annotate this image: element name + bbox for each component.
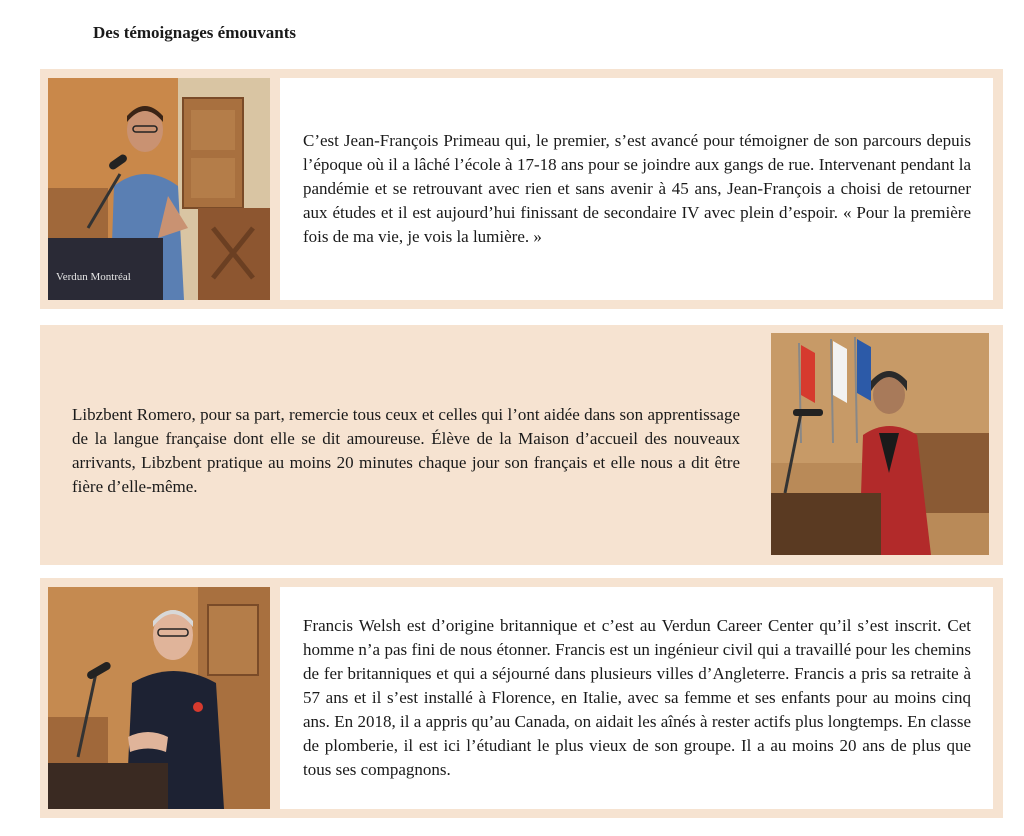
testimonial-card-1	[40, 69, 1003, 309]
testimonial-text-1: C’est Jean-François Primeau qui, le premier, s’est avancé pour témoigner de son parcours depuis l’époque où il a lâché l’école à 17-18 ans pour se joindre aux gangs de rue. Intervenant pendant la pandémie et se retrouvant avec rien et sans avenir à 45 ans, Jean-François a choisi de retourner aux études et il est aujourd’hui finissant de secondaire IV avec plein d’espoir. « Pour la première fois de ma vie, je vois la lumière. »	[303, 131, 971, 246]
testimonial-text-box-1	[280, 78, 993, 300]
testimonial-text-2: Libzbent Romero, pour sa part, remercie tous ceux et celles qui l’ont aidée dans son apprentissage de la langue française dont elle se dit amoureuse. Élève de la Maison d’accueil des nouveaux arrivants, Libzbent pratique au moins 20 minutes chaque jour son français et elle nous a dit être fière d’elle-même.	[72, 405, 740, 496]
photo-jean-francois-primeau	[48, 78, 270, 300]
testimonial-card-3	[40, 578, 1003, 818]
photo-libzbent-romero	[771, 333, 989, 555]
section-title: Des témoignages émouvants	[93, 23, 297, 42]
testimonial-card-2	[40, 325, 1003, 565]
testimonial-text-box-3	[280, 587, 993, 809]
podium-sign-text: Verdun Montréal	[56, 271, 131, 283]
testimonial-text-3: Francis Welsh est d’origine britannique et c’est au Verdun Career Center qu’il s’est inscrit. Cet homme n’a pas fini de nous étonner. Francis est un ingénieur civil qui a travaillé pour les chemins de fer britanniques et qui a séjourné dans plusieurs villes d’Angleterre. Francis a pris sa retraite à 57 ans et il s’est installé à Florence, en Italie, avec sa femme et ses enfants pour au moins cinq ans. En 2018, il a appris qu’au Canada, on aidait les aînés à rester actifs plus longtemps. En classe de plomberie, il est ici l’étudiant le plus vieux de son groupe. Il a au moins 20 ans de plus que tous ses compagnons.	[303, 616, 971, 779]
photo-francis-welsh	[48, 587, 270, 809]
